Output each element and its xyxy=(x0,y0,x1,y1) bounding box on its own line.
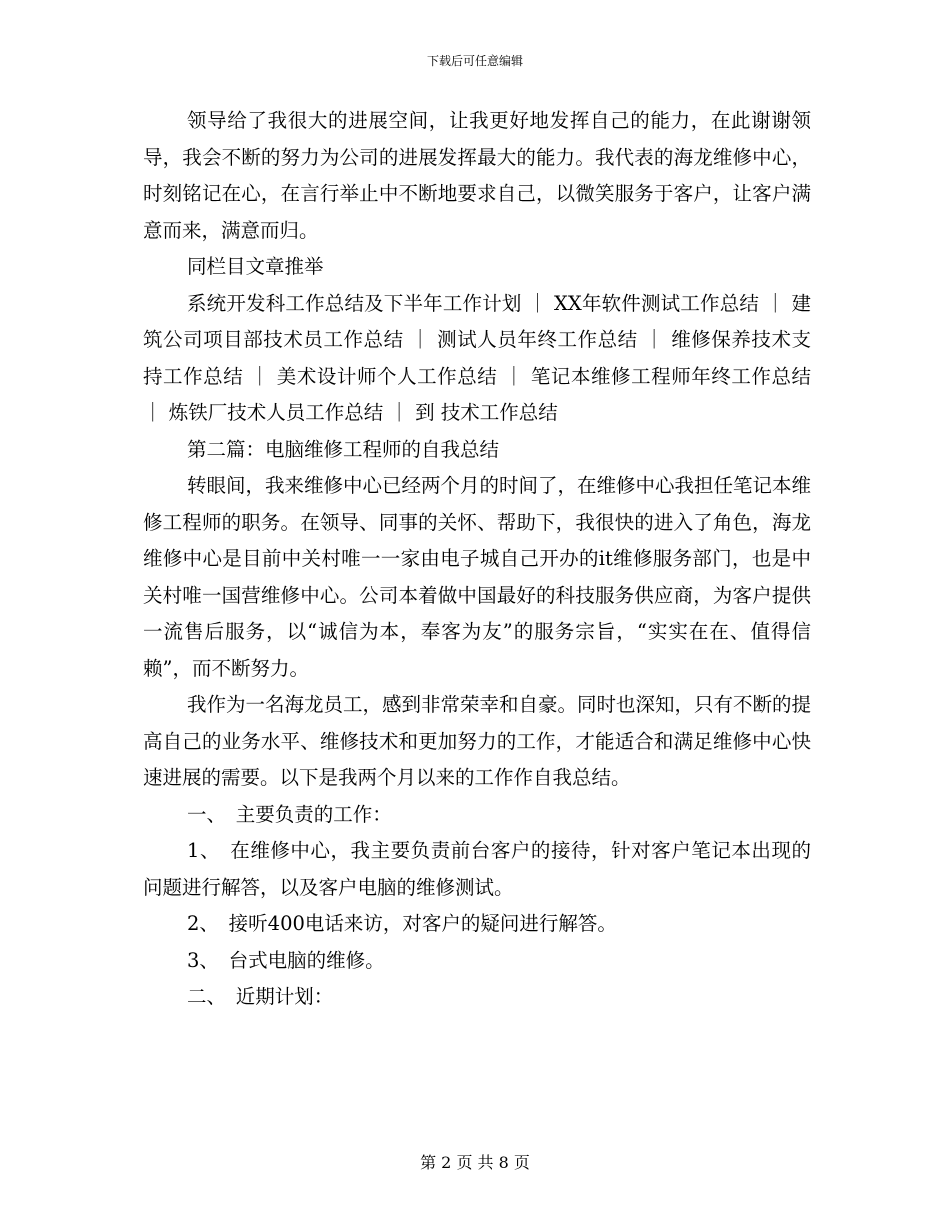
list-item: 1、 在维修中心，我主要负责前台客户的接待，针对客户笔记本出现的问题进行解答，以及客户电脑的维修测试。 xyxy=(143,839,811,899)
section-heading: 同栏目文章推举 xyxy=(187,255,324,278)
page-header: 下载后可任意编辑 xyxy=(426,54,523,68)
paragraph: 我作为一名海龙员工，感到非常荣幸和自豪。同时也深知，只有不断的提高自己的业务水平、维修技术和更加努力的工作，才能适合和满足维修中心快速进展的需要。以下是我两个月以来的工作作自我总结。 xyxy=(143,693,812,789)
related-articles-list: 系统开发科工作总结及下半年工作计划 ｜ XX年软件测试工作总结 ｜ 建筑公司项目部技术员工作总结 ｜ 测试人员年终工作总结 ｜ 维修保养技术支持工作总结 ｜ 美术设计师个人工作总结 ｜ 笔记本维修工程师年终工作总结 ｜ 炼铁厂技术人员工作总结 ｜ 到 技术工作总结 xyxy=(143,291,811,424)
document-body xyxy=(143,103,811,1016)
page-number: 第 2 页 共 8 页 xyxy=(420,1153,530,1172)
paragraph: 领导给了我很大的进展空间，让我更好地发挥自己的能力，在此谢谢领导，我会不断的努力为公司的进展发挥最大的能力。我代表的海龙维修中心，时刻铭记在心，在言行举止中不断地要求自己，以微笑服务于客户，让客户满意而来，满意而归。 xyxy=(143,109,811,242)
list-item: 2、 接听400电话来访，对客户的疑问进行解答。 xyxy=(187,912,617,935)
list-item: 3、 台式电脑的维修。 xyxy=(187,948,385,972)
list-heading: 二、 近期计划： xyxy=(187,985,334,1008)
paragraph: 转眼间，我来维修中心已经两个月的时间了，在维修中心我担任笔记本维修工程师的职务。在领导、同事的关怀、帮助下，我很快的进入了角色，海龙维修中心是目前中关村唯一一家由电子城自己开办的it维修服务部门，也是中关村唯一国营维修中心。公司本着做中国最好的科技服务供应商，为客户提供一流售后服务，以“诚信为本，奉客为友”的服务宗旨，“实实在在、值得信赖”，而不断努力。 xyxy=(143,474,812,680)
list-heading: 一、 主要负责的工作： xyxy=(187,802,392,826)
chapter-title: 第二篇：电脑维修工程师的自我总结 xyxy=(187,437,500,461)
